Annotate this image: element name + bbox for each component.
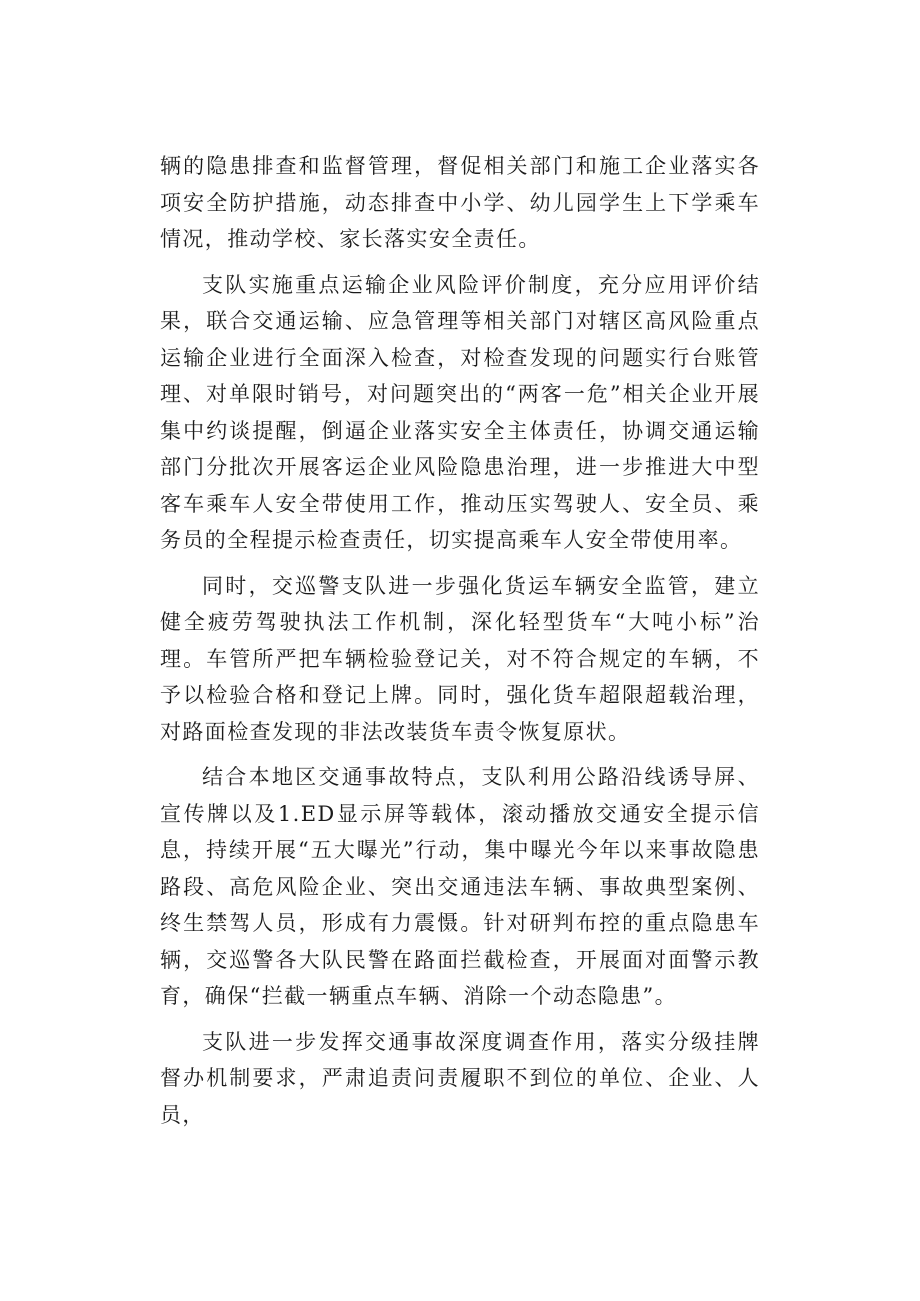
paragraph-2: 支队实施重点运输企业风险评价制度，充分应用评价结果，联合交通运输、应急管理等相关部门对辖区高风险重点运输企业进行全面深入检查，对检查发现的问题实行台账管理、对单限时销号，对问题突出的“两客一危”相关企业开展集中约谈提醒，倒逼企业落实安全主体责任，协调交通运输部门分批次开展客运企业风险隐患治理，进一步推进大中型客车乘车人安全带使用工作，推动压实驾驶人、安全员、乘务员的全程提示检查责任，切实提高乘车人安全带使用率。 — [160, 272, 760, 552]
document-page — [160, 148, 760, 1133]
paragraph-4: 结合本地区交通事故特点，支队利用公路沿线诱导屏、宣传牌以及1.ED显示屏等载体，滚动播放交通安全提示信息，持续开展“五大曝光”行动，集中曝光今年以来事故隐患路段、高危风险企业、突出交通违法车辆、事故典型案例、终生禁驾人员，形成有力震慑。针对研判布控的重点隐患车辆，交巡警各大队民警在路面拦截检查，开展面对面警示教育，确保“拦截一辆重点车辆、消除一个动态隐患”。 — [160, 765, 760, 1008]
paragraph-5: 支队进一步发挥交通事故深度调查作用，落实分级挂牌督办机制要求，严肃追责问责履职不到位的单位、企业、人员， — [160, 1029, 760, 1127]
paragraph-3: 同时，交巡警支队进一步强化货运车辆安全监管，建立健全疲劳驾驶执法工作机制，深化轻型货车“大吨小标”治理。车管所严把车辆检验登记关，对不符合规定的车辆，不予以检验合格和登记上牌。同时，强化货车超限超载治理，对路面检查发现的非法改装货车责令恢复原状。 — [160, 573, 760, 744]
paragraph-1: 辆的隐患排查和监督管理，督促相关部门和施工企业落实各项安全防护措施，动态排查中小学、幼儿园学生上下学乘车情况，推动学校、家长落实安全责任。 — [160, 154, 760, 251]
